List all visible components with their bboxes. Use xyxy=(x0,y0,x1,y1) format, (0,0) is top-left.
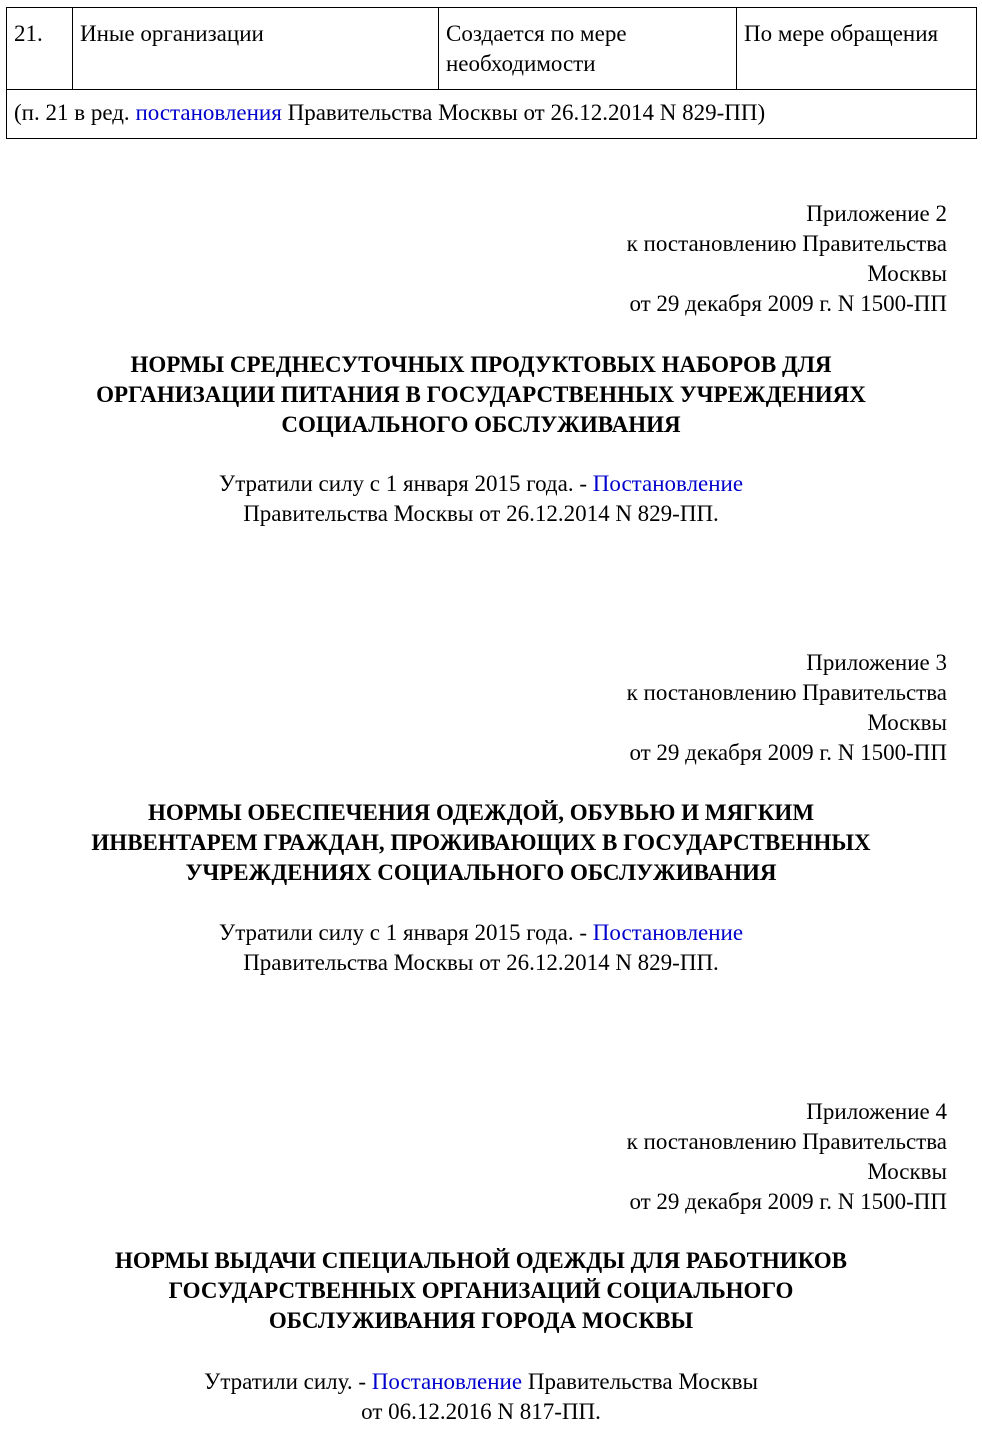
resolution-link[interactable]: постановления xyxy=(135,100,282,125)
title-line: ОБСЛУЖИВАНИЯ ГОРОДА МОСКВЫ xyxy=(268,1308,694,1333)
creation-cell xyxy=(439,8,737,89)
resolution-link[interactable]: Постановление xyxy=(592,920,744,945)
resolution-link[interactable]: Постановление xyxy=(592,471,744,496)
title-line: НОРМЫ СРЕДНЕСУТОЧНЫХ ПРОДУКТОВЫХ НАБОРОВ ДЛЯ xyxy=(130,352,832,377)
appendix-4-status xyxy=(0,1367,962,1427)
title-line: СОЦИАЛЬНОГО ОБСЛУЖИВАНИЯ xyxy=(281,412,681,437)
appendix-4-header xyxy=(627,1097,947,1217)
appendix-ref: к постановлению Правительства xyxy=(626,1129,947,1154)
status-text: Утратили силу с 1 января 2015 года. - xyxy=(218,471,593,496)
resolution-link[interactable]: Постановление xyxy=(371,1369,523,1394)
table-row xyxy=(7,8,976,90)
organization-cell xyxy=(73,8,439,89)
status-text: Утратили силу с 1 января 2015 года. - xyxy=(218,920,593,945)
appendix-ref: к постановлению Правительства xyxy=(626,231,947,256)
title-line: ИНВЕНТАРЕМ ГРАЖДАН, ПРОЖИВАЮЩИХ В ГОСУДАРСТВЕННЫХ xyxy=(91,830,871,855)
appendix-4-title xyxy=(0,1246,962,1336)
title-line: НОРМЫ ВЫДАЧИ СПЕЦИАЛЬНОЙ ОДЕЖДЫ ДЛЯ РАБОТНИКОВ xyxy=(114,1248,848,1273)
status-line-2: Правительства Москвы от 26.12.2014 N 829-ПП. xyxy=(243,501,719,526)
appendix-ref: к постановлению Правительства xyxy=(626,680,947,705)
appendix-2-title xyxy=(0,350,962,440)
amendment-note xyxy=(14,98,765,128)
norms-table xyxy=(6,7,977,139)
appendix-label: Приложение 2 xyxy=(806,201,947,226)
organization-name: Иные организации xyxy=(80,21,264,46)
creation-line-2: необходимости xyxy=(446,51,596,76)
appendix-3-title xyxy=(0,798,962,888)
row-number-cell xyxy=(7,8,73,89)
appendix-label: Приложение 4 xyxy=(806,1099,947,1124)
appendix-date: от 29 декабря 2009 г. N 1500-ПП xyxy=(629,291,947,316)
appendix-city: Москвы xyxy=(867,710,947,735)
status-suffix: Правительства Москвы xyxy=(522,1369,758,1394)
status-text: Утратили силу. - xyxy=(204,1369,372,1394)
appendix-city: Москвы xyxy=(867,261,947,286)
title-line: ГОСУДАРСТВЕННЫХ ОРГАНИЗАЦИЙ СОЦИАЛЬНОГО xyxy=(168,1278,794,1303)
title-line: НОРМЫ ОБЕСПЕЧЕНИЯ ОДЕЖДОЙ, ОБУВЬЮ И МЯГКИМ xyxy=(147,800,815,825)
appendix-date: от 29 декабря 2009 г. N 1500-ПП xyxy=(629,740,947,765)
appendix-2-status xyxy=(0,469,962,529)
appendix-city: Москвы xyxy=(867,1159,947,1184)
appendix-3-status xyxy=(0,918,962,978)
note-suffix: Правительства Москвы от 26.12.2014 N 829-ПП) xyxy=(281,100,766,125)
title-line: ОРГАНИЗАЦИИ ПИТАНИЯ В ГОСУДАРСТВЕННЫХ УЧРЕЖДЕНИЯХ xyxy=(96,382,866,407)
title-line: УЧРЕЖДЕНИЯХ СОЦИАЛЬНОГО ОБСЛУЖИВАНИЯ xyxy=(185,860,777,885)
status-line-2: Правительства Москвы от 26.12.2014 N 829-ПП. xyxy=(243,950,719,975)
frequency-cell xyxy=(737,8,976,89)
appendix-3-header xyxy=(627,648,947,768)
appendix-label: Приложение 3 xyxy=(806,650,947,675)
creation-line-1: Создается по мере xyxy=(446,21,627,46)
appendix-date: от 29 декабря 2009 г. N 1500-ПП xyxy=(629,1189,947,1214)
row-number: 21. xyxy=(14,21,43,46)
note-prefix: (п. 21 в ред. xyxy=(14,100,136,125)
status-line-2: от 06.12.2016 N 817-ПП. xyxy=(361,1399,601,1424)
frequency-text: По мере обращения xyxy=(744,21,939,46)
appendix-2-header xyxy=(627,199,947,319)
